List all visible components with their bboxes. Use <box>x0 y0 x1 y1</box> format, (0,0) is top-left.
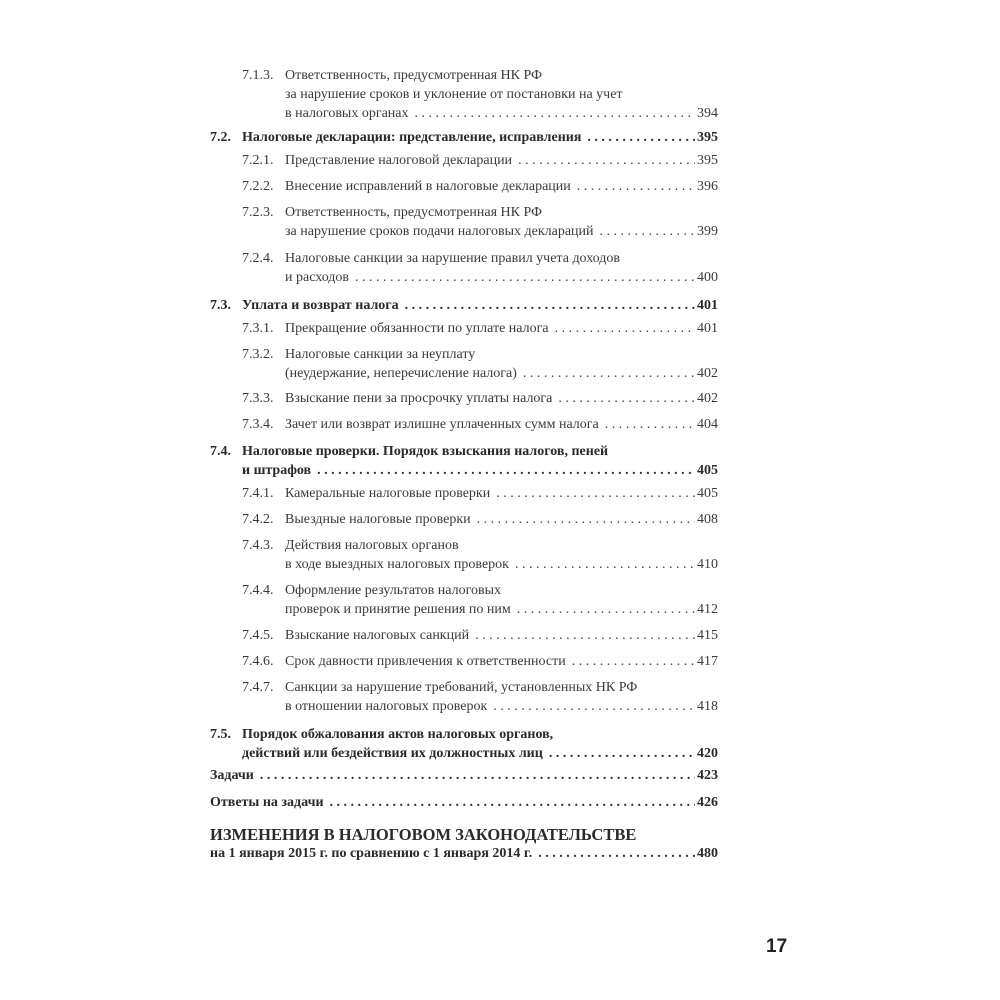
toc-entry-page: 412 <box>697 602 718 617</box>
dot-leader <box>317 461 695 480</box>
toc-entry-page: 480 <box>697 846 718 861</box>
toc-entry-page: 395 <box>697 130 718 145</box>
toc-entry-page: 415 <box>697 628 718 643</box>
toc-entry-number: 7.2.3. <box>242 205 274 220</box>
toc-entry-title: Прекращение обязанности по уплате налога <box>285 321 549 336</box>
toc-entry-number: 7.2.2. <box>242 179 274 194</box>
dot-leader <box>518 151 695 170</box>
toc-entry[interactable] <box>210 151 718 170</box>
dot-leader <box>517 600 695 619</box>
dot-leader <box>572 652 695 671</box>
page-number: 17 <box>766 936 788 957</box>
dot-leader <box>600 222 695 241</box>
dot-leader <box>515 555 695 574</box>
toc-entry-title: в отношении налоговых проверок <box>285 699 488 714</box>
toc-entry-page: 394 <box>697 106 718 121</box>
toc-entry-number: 7.3. <box>210 298 231 313</box>
toc-entry-page: 402 <box>697 366 718 381</box>
toc-entry[interactable] <box>210 678 718 716</box>
toc-entry-page: 401 <box>697 321 718 336</box>
toc-entry-page: 410 <box>697 557 718 572</box>
toc-entry-title: Налоговые санкции за неуплату <box>285 347 476 362</box>
dot-leader <box>558 389 695 408</box>
toc-entry-title: Налоговые проверки. Порядок взыскания налогов, пеней <box>242 444 609 459</box>
toc-entry-number: 7.2.4. <box>242 251 274 266</box>
toc-entry-number: 7.4.3. <box>242 538 274 553</box>
toc-entry-number: 7.4.4. <box>242 583 274 598</box>
toc-entry-title: Действия налоговых органов <box>285 538 459 553</box>
toc-entry-number: 7.4.6. <box>242 654 274 669</box>
toc-entry-page: 420 <box>697 746 718 761</box>
dot-leader <box>475 626 695 645</box>
toc-entry-title: Внесение исправлений в налоговые декларации <box>285 179 571 194</box>
toc-entry-title: и штрафов <box>242 463 312 478</box>
toc-entry-title: Ответы на задачи <box>210 795 324 810</box>
dot-leader <box>496 484 695 503</box>
toc-entry-number: 7.1.3. <box>242 68 274 83</box>
toc-entry[interactable] <box>210 345 718 383</box>
toc-entry-number: 7.3.2. <box>242 347 274 362</box>
dot-leader <box>555 319 695 338</box>
toc-entry[interactable] <box>210 415 718 434</box>
toc-entry-title: в налоговых органах <box>285 106 409 121</box>
toc-entry-number: 7.3.4. <box>242 417 274 432</box>
toc-entry-page: 405 <box>697 463 718 478</box>
dot-leader <box>605 415 695 434</box>
toc-entry[interactable] <box>210 442 718 480</box>
toc-entry-number: 7.2.1. <box>242 153 274 168</box>
toc-entry[interactable] <box>210 66 718 123</box>
toc-entry[interactable] <box>210 484 718 503</box>
toc-entry-title: (неудержание, неперечисление налога) <box>285 366 517 381</box>
toc-entry-page: 418 <box>697 699 718 714</box>
toc-entry[interactable] <box>210 536 718 574</box>
dot-leader <box>405 296 695 315</box>
toc-entry-title: Уплата и возврат налога <box>242 298 399 313</box>
toc-entry-title: Взыскание налоговых санкций <box>285 628 470 643</box>
toc-entry-title: Взыскание пени за просрочку уплаты налога <box>285 391 553 406</box>
toc-entry-number: 7.3.1. <box>242 321 274 336</box>
toc-entry-title: за нарушение сроков подачи налоговых деклараций <box>285 224 594 239</box>
toc-entry-title: на 1 января 2015 г. по сравнению с 1 января 2014 г. <box>210 846 533 861</box>
toc-entry-title: Срок давности привлечения к ответственности <box>285 654 566 669</box>
toc-entry[interactable] <box>210 389 718 408</box>
toc-entry-title: Ответственность, предусмотренная НК РФ <box>285 205 543 220</box>
toc-entry-number: 7.4.7. <box>242 680 274 695</box>
toc-entry[interactable] <box>210 510 718 529</box>
toc-entry-page: 426 <box>697 795 718 810</box>
toc-entry-title: Налоговые санкции за нарушение правил учета доходов <box>285 251 621 266</box>
toc-entry[interactable] <box>210 203 718 241</box>
toc-entry-title: действий или бездействия их должностных лиц <box>242 746 543 761</box>
toc-entry-title: Зачет или возврат излишне уплаченных сумм налога <box>285 417 599 432</box>
toc-entry-page: 405 <box>697 486 718 501</box>
toc-entry-page: 399 <box>697 224 718 239</box>
toc-entry-title: и расходов <box>285 270 350 285</box>
toc-entry[interactable] <box>210 581 718 619</box>
dot-leader <box>415 104 696 123</box>
toc-entry-title: за нарушение сроков и уклонение от постановки на учет <box>285 87 623 102</box>
toc-entry[interactable] <box>210 177 718 196</box>
toc-entry-title: Порядок обжалования актов налоговых органов, <box>242 727 554 742</box>
toc-entry[interactable] <box>210 725 718 763</box>
toc-entry-page: 417 <box>697 654 718 669</box>
toc-entry-page: 396 <box>697 179 718 194</box>
toc-entry[interactable] <box>210 793 718 812</box>
toc-entry-page: 395 <box>697 153 718 168</box>
toc-entry-number: 7.4.2. <box>242 512 274 527</box>
dot-leader <box>493 697 695 716</box>
toc-entry-title: проверок и принятие решения по ним <box>285 602 511 617</box>
toc-entry-page: 423 <box>697 768 718 783</box>
toc-entry[interactable] <box>210 319 718 338</box>
toc-entry-page: 402 <box>697 391 718 406</box>
toc-entry-title: Камеральные налоговые проверки <box>285 486 491 501</box>
toc-entry-page: 401 <box>697 298 718 313</box>
toc-entry-title: Представление налоговой декларации <box>285 153 513 168</box>
toc-entry[interactable] <box>210 825 718 863</box>
dot-leader <box>577 177 695 196</box>
toc-entry[interactable] <box>210 766 718 785</box>
toc-entry-number: 7.2. <box>210 130 231 145</box>
toc-entry-title: Задачи <box>210 768 254 783</box>
toc-entry-number: 7.5. <box>210 727 231 742</box>
dot-leader <box>260 766 695 785</box>
toc-entry[interactable] <box>210 652 718 671</box>
toc-entry-title: Ответственность, предусмотренная НК РФ <box>285 68 543 83</box>
toc-entry[interactable] <box>210 128 718 147</box>
toc-entry-number: 7.3.3. <box>242 391 274 406</box>
toc-entry-number: 7.4.1. <box>242 486 274 501</box>
toc-entry-page: 408 <box>697 512 718 527</box>
dot-leader <box>355 268 695 287</box>
toc-entry-page: 404 <box>697 417 718 432</box>
toc-entry-title: Оформление результатов налоговых <box>285 583 501 598</box>
dot-leader <box>587 128 695 147</box>
toc-entry-title: ИЗМЕНЕНИЯ В НАЛОГОВОМ ЗАКОНОДАТЕЛЬСТВЕ <box>210 825 637 844</box>
toc-entry-number: 7.4. <box>210 444 231 459</box>
toc-entry-title: Выездные налоговые проверки <box>285 512 471 527</box>
toc-entry-page: 400 <box>697 270 718 285</box>
dot-leader <box>549 744 695 763</box>
dot-leader <box>330 793 695 812</box>
dot-leader <box>523 364 695 383</box>
dot-leader <box>538 844 695 863</box>
toc-entry-title: Санкции за нарушение требований, установленных НК РФ <box>285 680 638 695</box>
toc-entry-title: Налоговые декларации: представление, исправления <box>242 130 582 145</box>
toc-entry[interactable] <box>210 296 718 315</box>
toc-entry[interactable] <box>210 626 718 645</box>
toc-entry-number: 7.4.5. <box>242 628 274 643</box>
toc-entry-title: в ходе выездных налоговых проверок <box>285 557 509 572</box>
dot-leader <box>477 510 695 529</box>
toc-entry[interactable] <box>210 249 718 287</box>
